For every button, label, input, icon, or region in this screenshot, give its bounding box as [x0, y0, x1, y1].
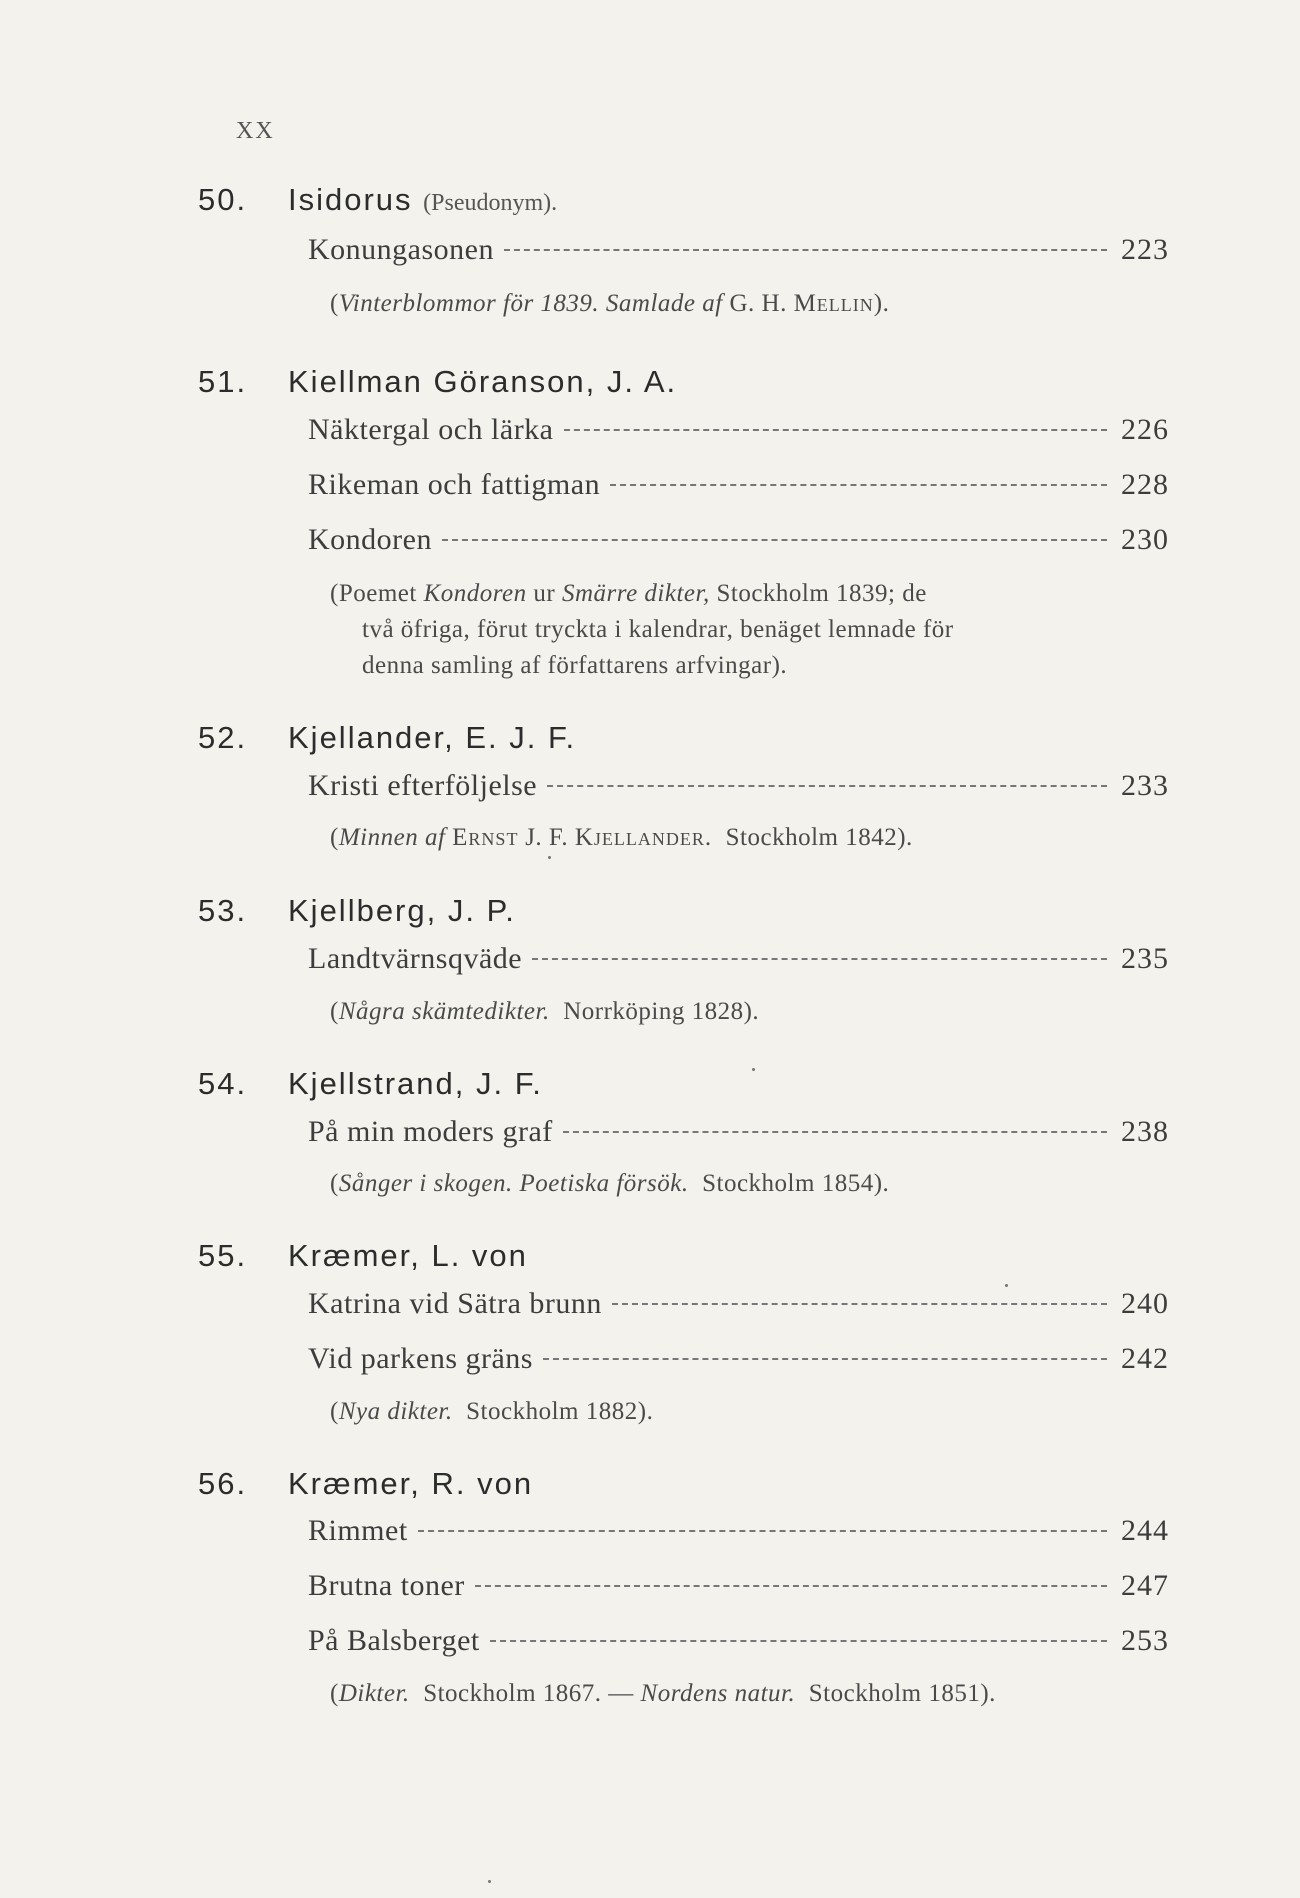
- poem-title: På Balsberget: [308, 1624, 480, 1657]
- dot-leader: [418, 1530, 1107, 1532]
- note-close: ).: [873, 290, 890, 317]
- poem-title: Brutna toner: [308, 1569, 465, 1602]
- note-smallcaps: Ernst: [452, 824, 519, 851]
- note-text: Norrköping 1828).: [563, 998, 760, 1025]
- entry-number: 52.: [198, 720, 248, 755]
- toc-line[interactable]: [308, 1624, 1183, 1664]
- toc-line[interactable]: [308, 523, 1183, 563]
- dot-leader: [612, 1303, 1107, 1305]
- page-reference: 240: [1121, 1287, 1169, 1320]
- note-italic: Dikter.: [338, 1680, 410, 1707]
- note-open: (: [330, 1398, 339, 1425]
- entry-number: 53.: [198, 893, 248, 928]
- page-reference: 226: [1121, 413, 1169, 446]
- source-note: [330, 998, 759, 1026]
- note-text: J. F.: [525, 824, 569, 851]
- toc-line[interactable]: [308, 1569, 1183, 1609]
- toc-line[interactable]: [308, 413, 1183, 453]
- author-name: Kjellander, E. J. F.: [288, 720, 577, 755]
- source-note-line: två öfriga, förut tryckta i kalendrar, benäget lemnade för: [362, 616, 954, 643]
- toc-line[interactable]: [308, 1287, 1183, 1327]
- dot-leader: [475, 1585, 1107, 1587]
- note-text: Stockholm 1882).: [466, 1398, 654, 1425]
- page-reference: 247: [1121, 1569, 1169, 1602]
- toc-line[interactable]: [308, 1342, 1183, 1382]
- author-name: Isidorus: [288, 182, 413, 217]
- note-smallcaps: Kjellander.: [574, 824, 713, 851]
- source-note: [330, 1398, 653, 1426]
- page-reference: 235: [1121, 942, 1169, 975]
- note-italic: Sånger i skogen. Poetiska försök.: [338, 1170, 689, 1197]
- note-italic: Minnen af: [338, 824, 446, 851]
- note-open: (: [330, 290, 339, 317]
- entry-heading-51: [198, 364, 677, 400]
- page-number: XX: [236, 118, 275, 144]
- poem-title: Rikeman och fattigman: [308, 468, 601, 501]
- entry-heading-54: [198, 1066, 543, 1102]
- entry-number: 50.: [198, 182, 248, 217]
- note-text: ur: [533, 580, 556, 607]
- note-open: (: [330, 824, 339, 851]
- source-note: [330, 1170, 889, 1198]
- note-italic: Nordens natur.: [640, 1680, 796, 1707]
- page-reference: 223: [1121, 233, 1169, 266]
- entry-heading-52: [198, 720, 576, 756]
- note-text: Stockholm 1851).: [808, 1680, 996, 1707]
- note-open: (: [330, 1170, 339, 1197]
- dot-leader: [442, 539, 1107, 541]
- dot-leader: [610, 484, 1107, 486]
- note-text: Stockholm 1839; de: [716, 580, 927, 607]
- dot-leader: [532, 958, 1107, 960]
- paper-speck: [488, 1880, 491, 1883]
- page-reference: 253: [1121, 1624, 1169, 1657]
- poem-title: Vid parkens gräns: [308, 1342, 533, 1375]
- page-reference: 244: [1121, 1514, 1169, 1547]
- source-note-line: denna samling af författarens arfvingar).: [362, 652, 788, 679]
- toc-line[interactable]: [308, 942, 1183, 982]
- source-note: [330, 580, 927, 608]
- entry-number: 55.: [198, 1238, 248, 1273]
- author-name: Kræmer, R. von: [288, 1466, 534, 1501]
- paper-speck: [548, 856, 551, 859]
- entry-heading-50: [198, 182, 557, 218]
- dot-leader: [563, 1131, 1107, 1133]
- toc-line[interactable]: [308, 1115, 1183, 1155]
- note-text: Stockholm 1854).: [702, 1170, 890, 1197]
- dot-leader: [490, 1640, 1107, 1642]
- entry-number: 54.: [198, 1066, 248, 1101]
- toc-line[interactable]: [308, 233, 1183, 273]
- poem-title: Kondoren: [308, 523, 432, 556]
- note-italic: Nya dikter.: [338, 1398, 453, 1425]
- poem-title: På min moders graf: [308, 1115, 553, 1148]
- note-text: Stockholm 1842).: [725, 824, 913, 851]
- note-italic: Smärre dikter,: [561, 580, 710, 607]
- note-open: (: [330, 1680, 339, 1707]
- page-reference: 242: [1121, 1342, 1169, 1375]
- toc-line[interactable]: [308, 1514, 1183, 1554]
- poem-title: Konungasonen: [308, 233, 494, 266]
- toc-line[interactable]: [308, 468, 1183, 508]
- paper-speck: [1005, 1284, 1008, 1287]
- page-reference: 228: [1121, 468, 1169, 501]
- poem-title: Landtvärnsqväde: [308, 942, 523, 975]
- page-reference: 238: [1121, 1115, 1169, 1148]
- paper-speck: [752, 1068, 755, 1071]
- author-name: Kjellberg, J. P.: [288, 893, 516, 928]
- poem-title: Kristi efterföljelse: [308, 769, 538, 802]
- poem-title: Rimmet: [308, 1514, 408, 1547]
- dot-leader: [547, 785, 1107, 787]
- toc-line[interactable]: [308, 769, 1183, 809]
- note-italic: Kondoren: [423, 580, 527, 607]
- dot-leader: [504, 249, 1107, 251]
- entry-heading-55: [198, 1238, 528, 1274]
- page-reference: 230: [1121, 523, 1169, 556]
- author-name: Kiellman Göranson, J. A.: [288, 364, 678, 399]
- poem-title: Katrina vid Sätra brunn: [308, 1287, 602, 1320]
- page-reference: 233: [1121, 769, 1169, 802]
- author-name: Kræmer, L. von: [288, 1238, 528, 1273]
- dot-leader: [543, 1358, 1107, 1360]
- note-italic: Några skämtedikter.: [338, 998, 550, 1025]
- note-italic: Vinterblommor för 1839. Samlade af: [338, 290, 723, 317]
- entry-number: 51.: [198, 364, 248, 399]
- entry-heading-56: [198, 1466, 533, 1502]
- note-text: Stockholm 1867. —: [423, 1680, 634, 1707]
- source-note: [330, 290, 889, 318]
- pseudonym-label: (Pseudonym).: [423, 190, 558, 216]
- dot-leader: [564, 429, 1107, 431]
- note-text: G. H.: [729, 290, 787, 317]
- entry-heading-53: [198, 893, 516, 929]
- note-text: (Poemet: [330, 580, 417, 607]
- poem-title: Näktergal och lärka: [308, 413, 554, 446]
- entry-number: 56.: [198, 1466, 248, 1501]
- source-note: [330, 1680, 996, 1708]
- source-note: [330, 824, 913, 852]
- note-smallcaps: Mellin: [793, 290, 874, 317]
- note-open: (: [330, 998, 339, 1025]
- author-name: Kjellstrand, J. F.: [288, 1066, 543, 1101]
